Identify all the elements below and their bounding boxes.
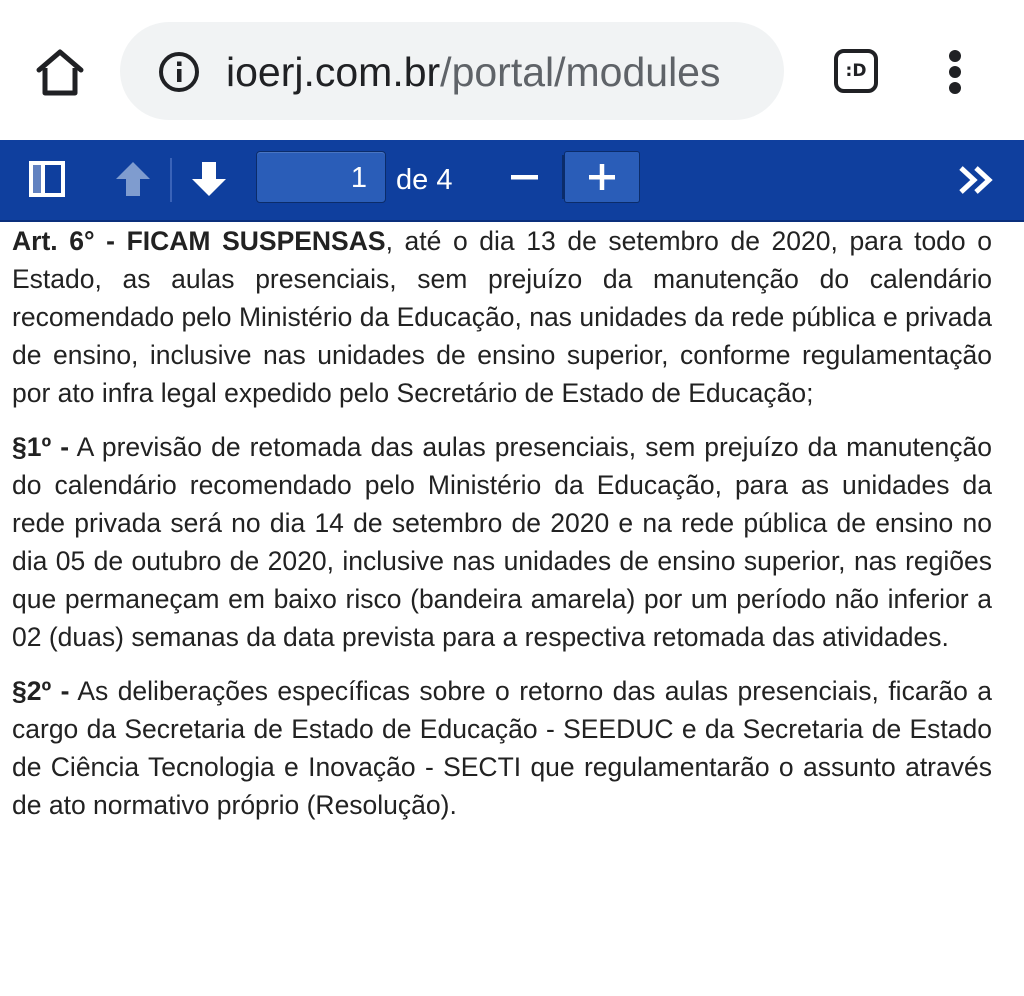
url-path: /portal/modules	[440, 49, 721, 95]
paragraph-text: , até o dia 13 de setembro de 2020, para todo o Estado, as aulas presenciais, sem prejuízo da manutenção do calendário recomendado pelo Ministério da Educação, nas unidades da rede pública e privada de ensino, inclusive nas unidades de ensino superior, conforme regulamentação por ato infra legal expedido pelo Secretário de Estado de Educação;	[12, 226, 992, 408]
paragraph-lead: §2º -	[12, 676, 70, 706]
article-6-paragraph	[12, 222, 992, 412]
home-icon[interactable]	[34, 48, 86, 98]
page-number-input[interactable]: 1	[256, 151, 386, 203]
double-chevron-right-icon[interactable]	[956, 160, 998, 200]
next-page-icon[interactable]	[188, 158, 230, 200]
zoom-controls	[488, 151, 640, 203]
toolbar-separator	[170, 158, 172, 202]
address-bar[interactable]	[120, 22, 784, 120]
paragraph-text: As deliberações específicas sobre o retorno das aulas presenciais, ficarão a cargo da Secretaria de Estado de Educação - SEEDUC e da Secretaria de Estado de Ciência Tecnologia e Inovação - SECTI que regulamentarão o assunto através de ato normativo próprio (Resolução).	[12, 676, 993, 820]
info-icon[interactable]	[158, 51, 200, 93]
previous-page-icon[interactable]	[112, 158, 154, 200]
zoom-out-icon[interactable]	[488, 151, 562, 203]
more-vert-icon[interactable]	[940, 48, 970, 96]
url-host: ioerj.com.br	[226, 49, 441, 95]
page-count-label: de 4	[396, 164, 453, 196]
paragraph-lead: Art. 6° - FICAM SUSPENSAS	[12, 226, 386, 256]
zoom-in-icon[interactable]	[564, 151, 640, 203]
sidebar-toggle-icon[interactable]	[28, 160, 66, 198]
pdf-toolbar	[0, 140, 1024, 222]
pdf-page-content	[12, 222, 992, 824]
paragraph-lead: §1º -	[12, 432, 70, 462]
tab-switcher-button[interactable]: :D	[834, 49, 878, 93]
section-2-paragraph	[12, 672, 992, 824]
url-text[interactable]	[226, 44, 776, 100]
section-1-paragraph	[12, 428, 992, 656]
paragraph-text: A previsão de retomada das aulas presenciais, sem prejuízo da manutenção do calendário recomendado pelo Ministério da Educação, para as unidades da rede privada será no dia 14 de setembro de 2020 e na rede pública de ensino no dia 05 de outubro de 2020, inclusive nas unidades de ensino superior, nas regiões que permaneçam em baixo risco (bandeira amarela) por um período não inferior a 02 (duas) semanas da data prevista para a respectiva retomada das atividades.	[12, 432, 993, 652]
browser-toolbar	[0, 0, 1024, 140]
